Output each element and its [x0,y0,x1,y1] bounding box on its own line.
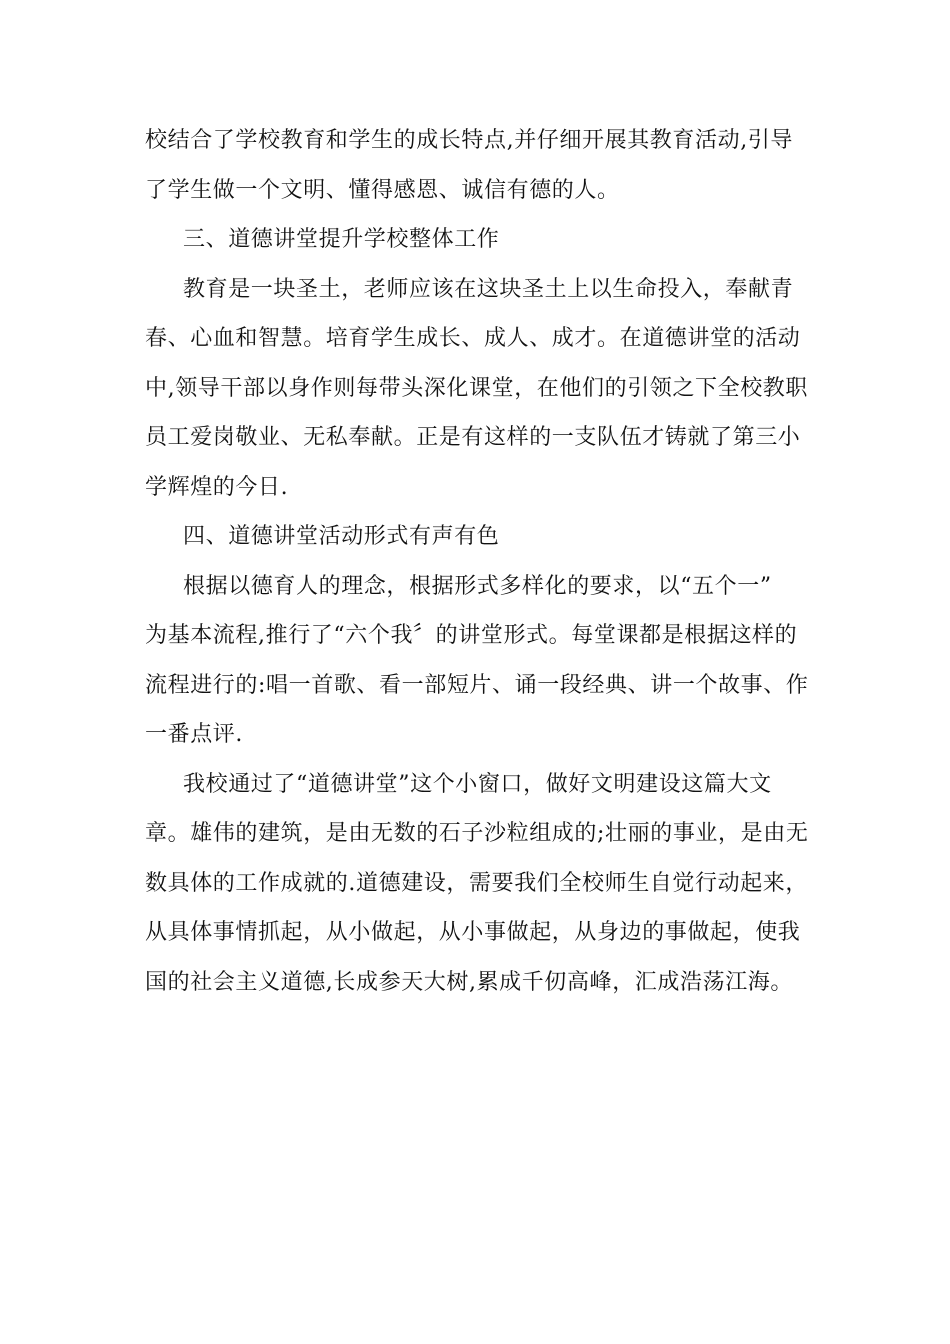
text-line: 中,领导干部以身作则每带头深化课堂，在他们的引领之下全校教职 [145,375,808,401]
text-line: 国的社会主义道德,长成参天大树,累成千仞高峰，汇成浩荡江海。 [145,969,793,995]
text-line: 春、心血和智慧。培育学生成长、成人、成才。在道德讲堂的活动 [145,326,801,351]
text-line: 流程进行的:唱一首歌、看一部短片、诵一段经典、讲一个故事、作 [145,672,809,698]
text-line: 教育是一块圣土，老师应该在这块圣土上以生命投入，奉献青 [183,276,794,302]
text-line: 数具体的工作成就的.道德建设，需要我们全校师生自觉行动起来， [145,870,808,896]
section-heading: 三、道德讲堂提升学校整体工作 [183,227,500,252]
text-line: 校结合了学校教育和学生的成长特点,并仔细开展其教育活动,引导 [145,128,793,153]
text-line: 为基本流程,推行了“六个我〞的讲堂形式。每堂课都是根据这样的 [145,623,798,648]
text-line: 员工爱岗敬业、无私奉献。正是有这样的一支队伍才铸就了第三小 [145,425,801,450]
text-line: 根据以德育人的理念，根据形式多样化的要求，以“五个一” [183,573,772,599]
section-heading: 四、道德讲堂活动形式有声有色 [183,524,500,549]
text-line: 一番点评. [145,722,243,747]
document-body [145,116,807,1007]
text-line: 了学生做一个文明、懂得感恩、诚信有德的人。 [145,177,620,203]
text-line: 从具体事情抓起，从小做起，从小事做起，从身边的事做起，使我 [145,920,801,945]
text-line: 章。雄伟的建筑，是由无数的石子沙粒组成的;壮丽的事业，是由无 [145,821,809,846]
text-line: 学辉煌的今日. [145,474,289,500]
text-line: 我校通过了“道德讲堂”这个小窗口，做好文明建设这篇大文 [183,771,772,797]
